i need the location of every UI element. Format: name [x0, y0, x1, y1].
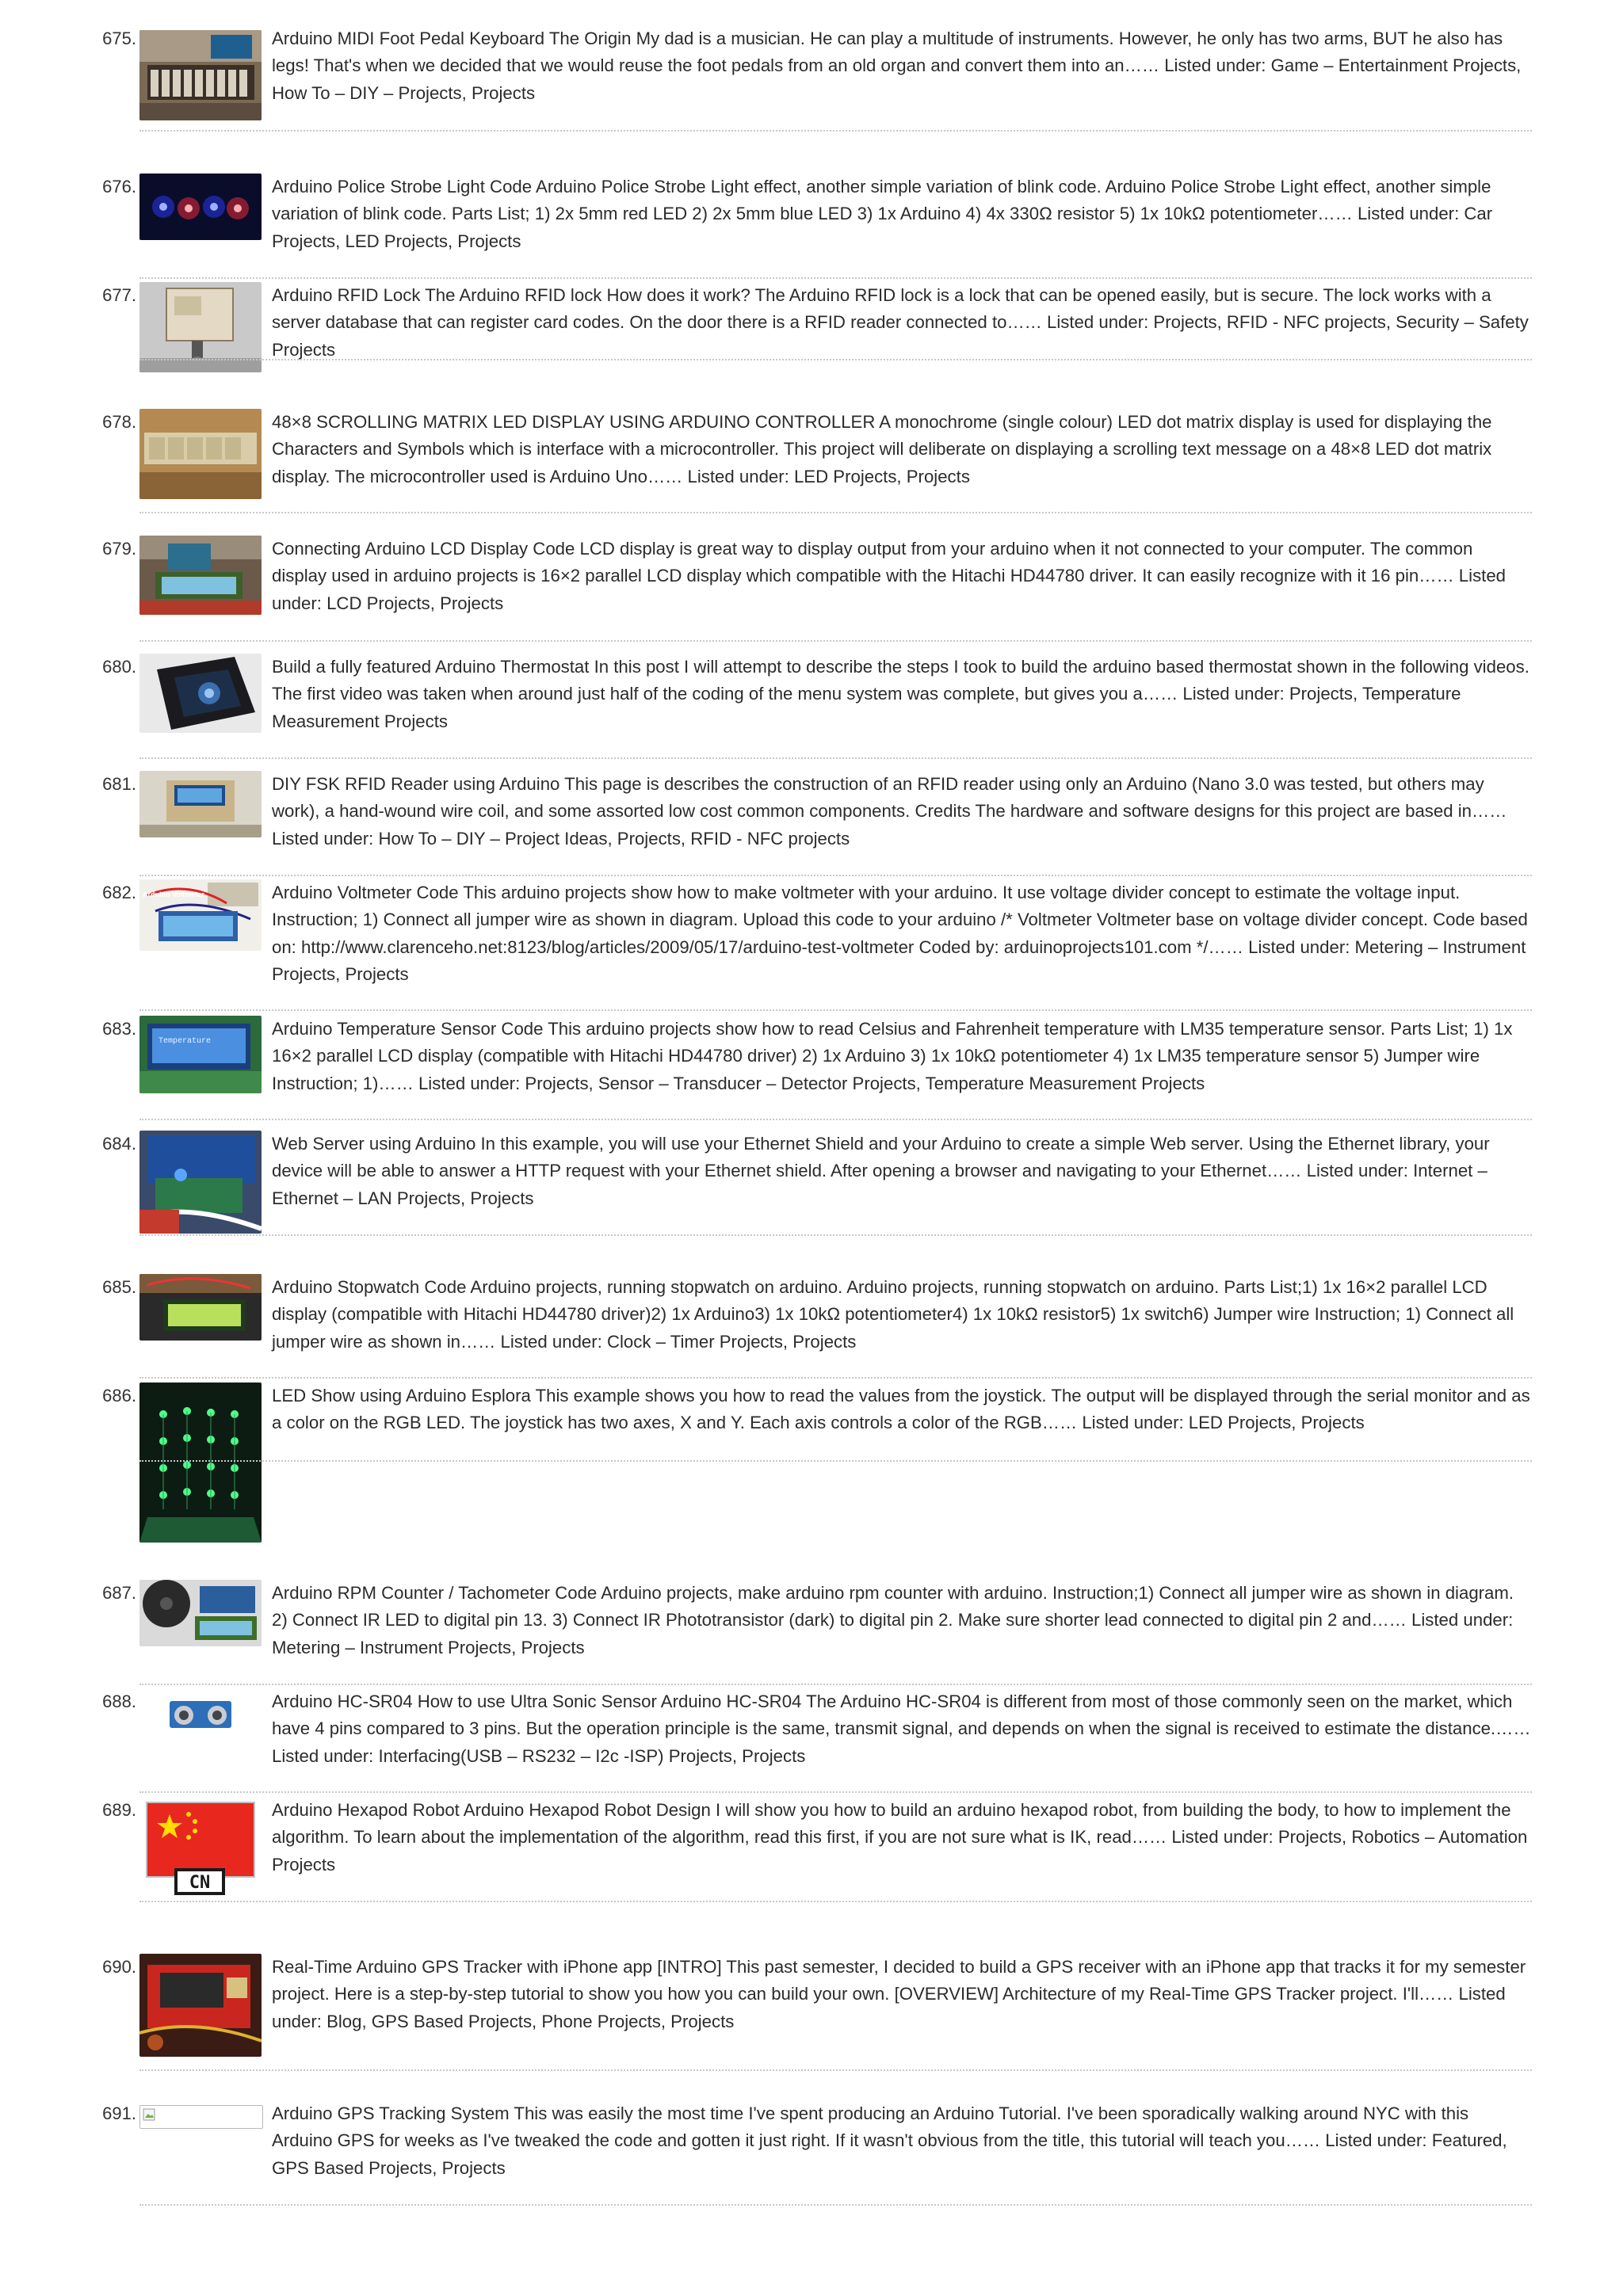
- item-number: 685.: [102, 1277, 136, 1297]
- item-description: Arduino Hexapod Robot Arduino Hexapod Robot Design I will show you how to build an arduino hexapod robot, from building the body, to how to implement the algorithm. To learn about the implementation of the algorithm, read this first, if you are not sure what is IK, read…… Listed under: Projects, Robotics – Automation Projects: [272, 1800, 1528, 1875]
- item-number: 678.: [102, 412, 136, 432]
- thumb-caption: CN: [189, 1873, 211, 1893]
- item-divider: [139, 1234, 1532, 1236]
- item-divider: [139, 757, 1532, 759]
- item-number: 679.: [102, 539, 136, 559]
- item-number: 676.: [102, 177, 136, 196]
- item-number: 680.: [102, 657, 136, 677]
- item-divider: [139, 512, 1532, 513]
- item-number: 688.: [102, 1691, 136, 1711]
- item-number: 675.: [102, 29, 136, 48]
- item-description: Arduino MIDI Foot Pedal Keyboard The Origin My dad is a musician. He can play a multitude of instruments. However, he only has two arms, BUT he also has legs! That's when we decided that we would reuse the foot pedals from an old organ and convert them into an…… Listed under: Game – Entertainment Projects, How To – DIY – Projects, Projects: [272, 29, 1522, 103]
- item-divider: [139, 277, 1532, 279]
- item-divider: [139, 640, 1532, 642]
- item-number: 683.: [102, 1019, 136, 1039]
- item-divider: [139, 1460, 1532, 1462]
- item-divider: [139, 1377, 1532, 1379]
- item-divider: [139, 1684, 1532, 1685]
- item-description: Real-Time Arduino GPS Tracker with iPhone app [INTRO] This past semester, I decided to build a GPS receiver with an iPhone app that tracks it for my semester project. Here is a step-by-step tutorial to show you how you can build your own. [OVERVIEW] Architecture of my Real-Time GPS Tracker project. I'll…… Listed under: Blog, GPS Based Projects, Phone Projects, Projects: [272, 1957, 1526, 2031]
- item-description: Arduino RPM Counter / Tachometer Code Arduino projects, make arduino rpm counter with arduino. Instruction;1) Connect all jumper wire as shown in diagram. 2) Connect IR LED to digital pin 13. 3) Connect IR Phototransistor (dark) to digital pin 2. Make sure shorter lead connected to digital pin 2 and…… Listed under: Metering – Instrument Projects, Projects: [272, 1583, 1514, 1657]
- item-description: Arduino Stopwatch Code Arduino projects, running stopwatch on arduino. Arduino projects, running stopwatch on arduino. Parts List;1) 1x 16×2 parallel LCD display (compatible with Hitachi HD44780 driver)2) 1x Arduino3) 1x 10kΩ potentiometer4) 1x 10kΩ resistor5) 1x switch6) Jumper wire Instruction; 1) Connect all jumper wire as shown in…… Listed under: Clock – Timer Projects, Projects: [272, 1277, 1514, 1352]
- item-divider: [139, 2069, 1532, 2071]
- item-divider: [139, 1119, 1532, 1120]
- gps-tracker-photo[interactable]: [139, 1954, 262, 2057]
- midi-foot-pedal-photo[interactable]: [139, 30, 262, 120]
- item-number: 691.: [102, 2103, 136, 2123]
- item-number: 689.: [102, 1800, 136, 1820]
- fsk-rfid-reader-photo[interactable]: [139, 771, 262, 837]
- thumb-caption: Temperature: [158, 1037, 212, 1046]
- item-number: 684.: [102, 1134, 136, 1154]
- item-divider: [139, 1791, 1532, 1793]
- broken-image-icon[interactable]: [139, 2105, 263, 2129]
- item-description: Arduino Voltmeter Code This arduino projects show how to make voltmeter with your arduino. It use voltage divider concept to estimate the voltage input. Instruction; 1) Connect all jumper wire as shown in diagram. Upload this code to your arduino /* Voltmeter Voltmeter base on voltage divider concept. Code based on: http://www.clarenceho.net:8123/blog/articles/2009/05/17/arduino-test-voltmeter Coded by: arduinoprojects101.com */…… Listed under: Metering – Instrument Projects, Projects: [272, 883, 1528, 985]
- thermostat-photo[interactable]: [139, 654, 262, 733]
- china-flag-icon[interactable]: [139, 1797, 262, 1900]
- item-divider: [139, 1009, 1532, 1011]
- item-divider: [139, 130, 1532, 132]
- item-number: 690.: [102, 1957, 136, 1977]
- ethernet-shield-photo[interactable]: [139, 1131, 262, 1234]
- led-matrix-display-photo[interactable]: [139, 409, 262, 499]
- police-strobe-led-photo[interactable]: [139, 174, 262, 240]
- led-cube-photo[interactable]: [139, 1383, 262, 1543]
- item-description: Arduino Police Strobe Light Code Arduino Police Strobe Light effect, another simple variation of blink code. Arduino Police Strobe Light effect, another simple variation of blink code. Parts List; 1) 2x 5mm red LED 2) 2x 5mm blue LED 3) 1x Arduino 4) 4x 330Ω resistor 5) 1x 10kΩ potentiometer…… Listed under: Car Projects, LED Projects, Projects: [272, 177, 1493, 251]
- rpm-counter-photo[interactable]: [139, 1580, 262, 1646]
- stopwatch-lcd-photo[interactable]: [139, 1274, 262, 1341]
- item-number: 687.: [102, 1583, 136, 1603]
- item-divider: [139, 2204, 1532, 2206]
- item-description: LED Show using Arduino Esplora This example shows you how to read the values from the joystick. The output will be displayed through the serial monitor and as a color on the RGB LED. The joystick has two axes, X and Y. Each axis controls a color of the RGB…… Listed under: LED Projects, Projects: [272, 1386, 1530, 1433]
- item-number: 686.: [102, 1386, 136, 1405]
- item-divider: [139, 359, 1532, 360]
- item-description: Arduino GPS Tracking System This was easily the most time I've spent producing an Arduino Tutorial. I've been sporadically walking around NYC with this Arduino GPS for weeks as I've tweaked the code and gotten it just right. If it wasn't obvious from the title, this tutorial will teach you…… Listed under: Featured, GPS Based Projects, Projects: [272, 2103, 1507, 2178]
- item-description: Arduino RFID Lock The Arduino RFID lock How does it work? The Arduino RFID lock is a lock that can be opened easily, but is secure. The lock works with a server database that can register card codes. On the door there is a RFID reader connected to…… Listed under: Projects, RFID - NFC projects, Security – Safety Projects: [272, 285, 1529, 360]
- ultrasonic-sensor-photo[interactable]: [139, 1696, 262, 1733]
- voltmeter-photo[interactable]: [139, 879, 262, 951]
- item-number: 681.: [102, 774, 136, 794]
- item-divider: [139, 875, 1532, 876]
- lcd-display-photo[interactable]: [139, 536, 262, 615]
- item-description: DIY FSK RFID Reader using Arduino This page is describes the construction of an RFID reader using only an Arduino (Nano 3.0 was tested, but others may work), a hand-wound wire coil, and some assorted low cost common components. Credits The hardware and software designs for this project are based in…… Listed under: How To – DIY – Project Ideas, Projects, RFID - NFC projects: [272, 774, 1507, 849]
- item-description: 48×8 SCROLLING MATRIX LED DISPLAY USING ARDUINO CONTROLLER A monochrome (single colour) LED dot matrix display is used for displaying the Characters and Symbols which is interface with a microcontroller. This project will deliberate on displaying a scrolling text message on a 48×8 LED dot matrix display. The microcontroller used is Arduino Uno…… Listed under: LED Projects, Projects: [272, 412, 1492, 486]
- item-description: Arduino Temperature Sensor Code This arduino projects show how to read Celsius and Fahrenheit temperature with LM35 temperature sensor. Parts List; 1) 1x 16×2 parallel LCD display (compatible with Hitachi HD44780 driver) 2) 1x Arduino 3) 1x 10kΩ potentiometer 4) 1x LM35 temperature sensor 5) Jumper wire Instruction; 1)…… Listed under: Projects, Sensor – Transducer – Detector Projects, Temperature Measurement Projects: [272, 1019, 1513, 1093]
- temperature-sensor-lcd-photo[interactable]: [139, 1016, 262, 1093]
- thumb-caption: Arduino Voltmeter: [143, 891, 204, 898]
- item-description: Web Server using Arduino In this example, you will use your Ethernet Shield and your Arduino to create a simple Web server. Using the Ethernet library, your device will be able to answer a HTTP request with your Ethernet shield. After opening a browser and navigating to your Ethernet…… Listed under: Internet – Ethernet – LAN Projects, Projects: [272, 1134, 1490, 1208]
- item-description: Arduino HC-SR04 How to use Ultra Sonic Sensor Arduino HC-SR04 The Arduino HC-SR04 is different from most of those commonly seen on the market, which have 4 pins compared to 3 pins. But the operation principle is the same, transmit signal, and depends on when the signal is received to estimate the distance.…… Listed under: Interfacing(USB – RS232 – I2c -ISP) Projects, Projects: [272, 1691, 1531, 1766]
- item-number: 682.: [102, 883, 136, 902]
- item-number: 677.: [102, 285, 136, 305]
- item-divider: [139, 1901, 1532, 1902]
- item-description: Connecting Arduino LCD Display Code LCD display is great way to display output from your arduino when it not connected to your computer. The common display used in arduino projects is 16×2 parallel LCD display which compatible with the Hitachi HD44780 driver. It can easily recognize with it 16 pin…… Listed under: LCD Projects, Projects: [272, 539, 1507, 613]
- item-description: Build a fully featured Arduino Thermostat In this post I will attempt to describe the steps I took to build the arduino based thermostat shown in the following videos. The first video was taken when around just half of the coding of the menu system was complete, but gives you a…… Listed under: Projects, Temperature Measurement Projects: [272, 657, 1529, 731]
